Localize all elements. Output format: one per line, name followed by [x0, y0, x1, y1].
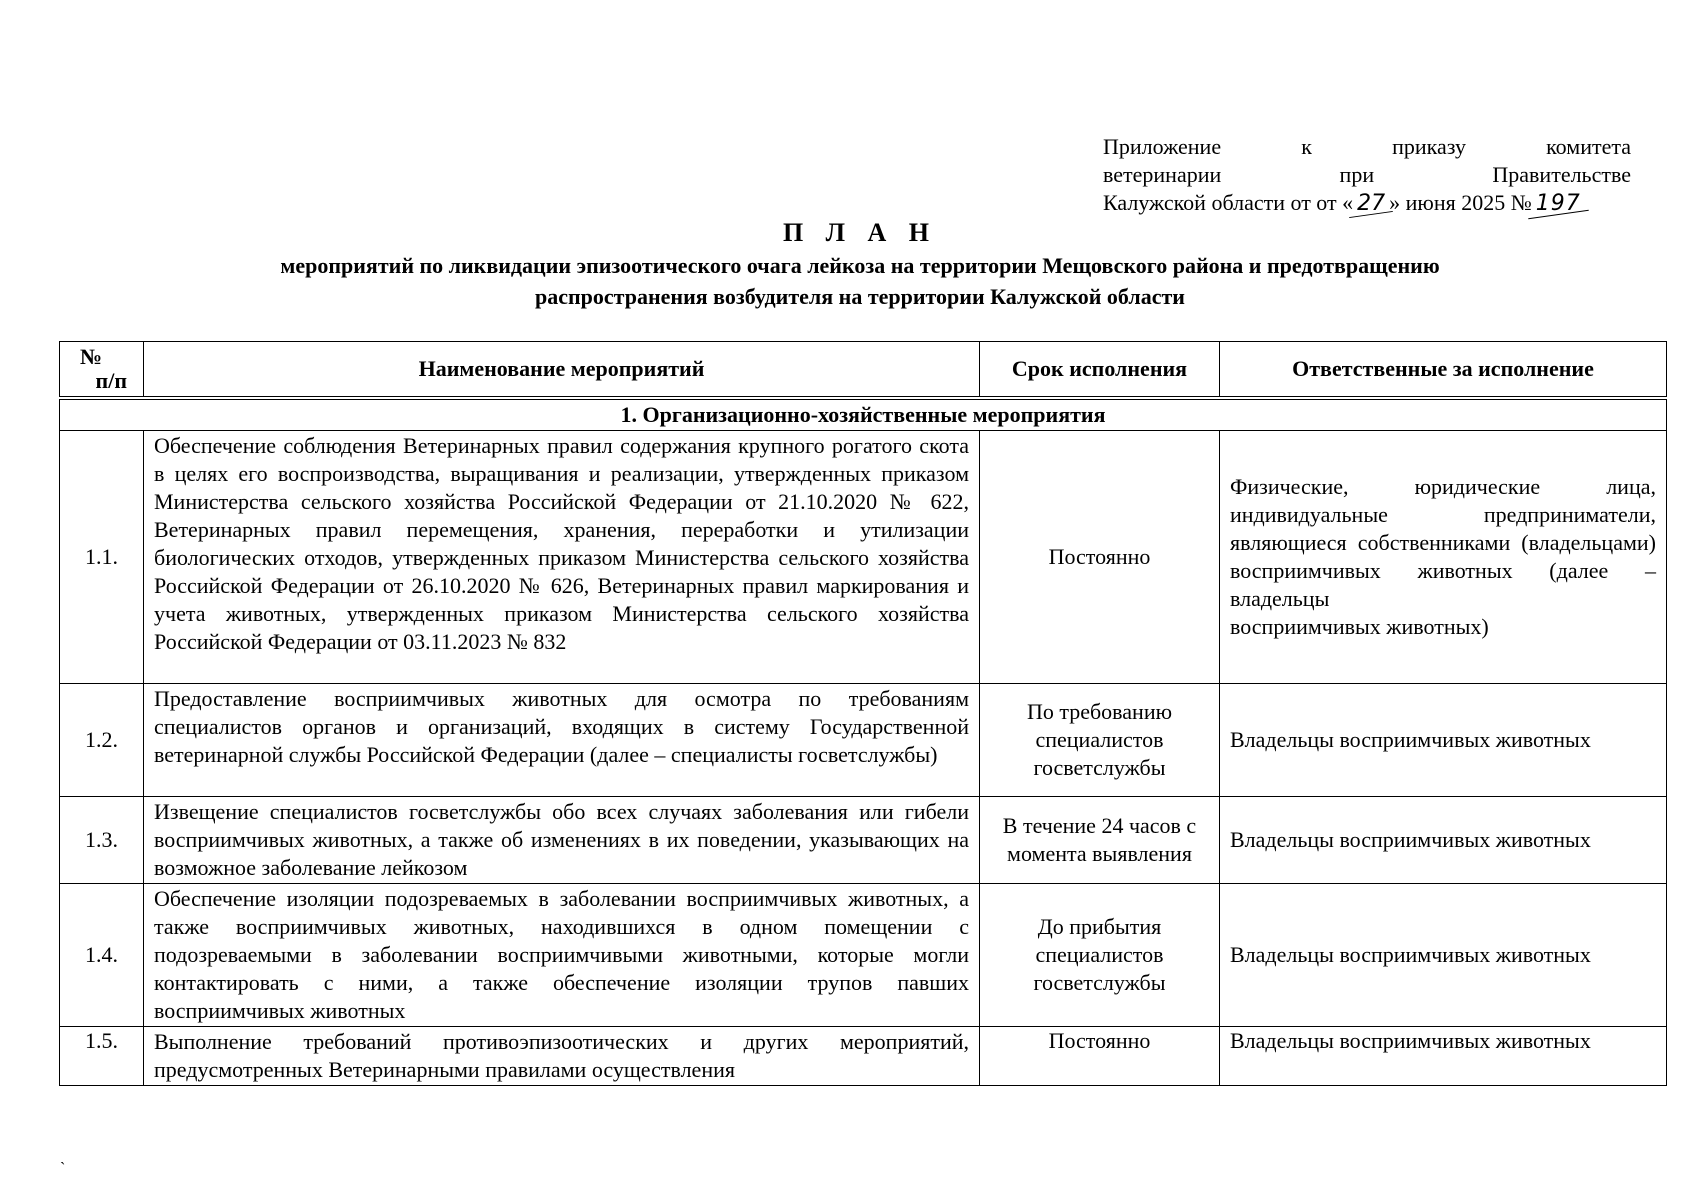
row-responsible: Владельцы восприимчивых животных [1220, 684, 1667, 797]
section-title: 1. Организационно-хозяйственные мероприятия [60, 398, 1667, 431]
handwritten-order-number: 197 [1532, 190, 1585, 218]
handwritten-day: 27 [1353, 190, 1389, 218]
header-responsible: Ответственные за исполнение [1220, 342, 1667, 399]
table-row [60, 431, 1667, 684]
page-subtitle [100, 250, 1620, 312]
appendix-line-1: Приложение к приказу комитета [1103, 134, 1631, 159]
section-row [60, 398, 1667, 431]
row-name-text: Выполнение требований противоэпизоотических и других мероприятий, предусмотренных Ветеринарными правилами осуществления [154, 1029, 969, 1082]
header-name: Наименование мероприятий [144, 342, 980, 399]
stray-mark: ` [60, 1160, 66, 1177]
row-term: Постоянно [980, 1027, 1220, 1086]
header-number [60, 342, 144, 399]
row-term: Постоянно [980, 431, 1220, 684]
header-term: Срок исполнения [980, 342, 1220, 399]
row-term: До прибытия специалистов госветслужбы [980, 884, 1220, 1027]
row-term: По требованию специалистов госветслужбы [980, 684, 1220, 797]
row-responsible-main: Физические, юридические лица, индивидуальные предприниматели, являющиеся собственниками (владельцами) восприимчивых животных (далее – владельцы [1230, 474, 1656, 611]
row-number: 1.3. [60, 797, 144, 884]
row-name: Обеспечение изоляции подозреваемых в заболевании восприимчивых животных, а также восприимчивых животных, находившихся в одном помещении с подозреваемыми в заболевании восприимчивыми животными, которые могли контактировать с ними, а также обеспечение изоляции трупов павших восприимчивых животных [144, 884, 980, 1027]
appendix-line-3 [1103, 189, 1631, 217]
table-row [60, 884, 1667, 1027]
appendix-block [1103, 133, 1631, 217]
subtitle-line-2: распространения возбудителя на территории Калужской области [535, 284, 1185, 309]
appendix-date-prefix: Калужской области от от « [1103, 190, 1354, 215]
row-term: В течение 24 часов с момента выявления [980, 797, 1220, 884]
row-number: 1.2. [60, 684, 144, 797]
appendix-date-middle: » июня 2025 № [1389, 190, 1532, 215]
row-name: Предоставление восприимчивых животных для осмотра по требованиям специалистов органов и организаций, входящих в систему Государственной ветеринарной службы Российской Федерации (далее – специалисты госветслужбы) [144, 684, 980, 797]
row-responsible: Владельцы восприимчивых животных [1220, 797, 1667, 884]
row-number: 1.1. [60, 431, 144, 684]
row-name [144, 1027, 980, 1086]
subtitle-line-1: мероприятий по ликвидации эпизоотического очага лейкоза на территории Мещовского района и предотвращению [280, 253, 1440, 278]
table-row [60, 1027, 1667, 1086]
row-responsible-last: восприимчивых животных) [1230, 614, 1489, 639]
appendix-line-2: ветеринарии при Правительстве [1103, 162, 1631, 187]
row-name: Обеспечение соблюдения Ветеринарных правил содержания крупного рогатого скота в целях его воспроизводства, выращивания и реализации, утвержденных приказом Министерства сельского хозяйства Российской Федерации от 21.10.2020 № 622, Ветеринарных правил перемещения, хранения, переработки и утилизации биологических отходов, утвержденных приказом Министерства сельского хозяйства Российской Федерации от 26.10.2020 № 626, Ветеринарных правил маркирования и учета животных, утвержденных приказом Министерства сельского хозяйства Российской Федерации от 03.11.2023 № 832 [144, 431, 980, 684]
header-number-pp: п/п [95, 368, 127, 393]
row-number: 1.5. [60, 1027, 144, 1086]
row-number: 1.4. [60, 884, 144, 1027]
table-row [60, 797, 1667, 884]
row-responsible: Владельцы восприимчивых животных [1220, 1027, 1667, 1086]
row-responsible: Владельцы восприимчивых животных [1220, 884, 1667, 1027]
plan-table [59, 341, 1667, 1086]
table-header-row [60, 342, 1667, 399]
header-number-symbol: № [80, 344, 103, 369]
row-responsible-text [1230, 473, 1656, 641]
table-row [60, 684, 1667, 797]
page-title: П Л А Н [782, 218, 938, 247]
row-name: Извещение специалистов госветслужбы обо всех случаях заболевания или гибели восприимчивых животных, а также об изменениях в их поведении, указывающих на возможное заболевание лейкозом [144, 797, 980, 884]
row-responsible [1220, 431, 1667, 684]
